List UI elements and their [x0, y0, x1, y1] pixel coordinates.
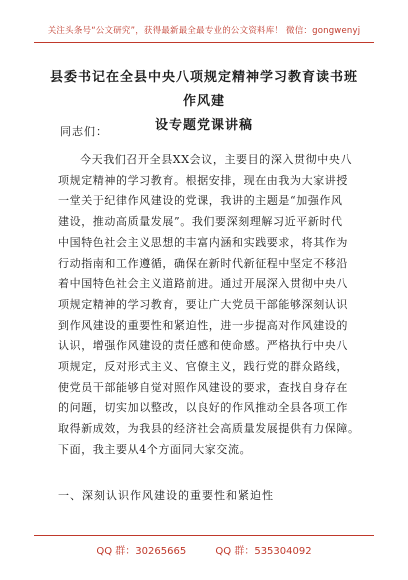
section-heading: 一、深刻认识作风建设的重要性和紧迫性	[58, 489, 274, 502]
paragraph-line: 建设，推动高质量发展”。我们要深刻理解习近平新时代	[58, 215, 343, 229]
paragraph-line: 行动指南和工作遵循，确保在新时代新征程中坚定不移沿	[58, 256, 348, 270]
paragraph-line: 项规定，反对形式主义、官僚主义，践行党的群众路线，	[58, 360, 348, 374]
body-paragraph	[58, 150, 362, 461]
salutation: 同志们：	[60, 125, 108, 138]
paragraph-line: 中国特色社会主义思想的丰富内涵和实践要求，将其作为	[58, 235, 348, 249]
paragraph-line: 的问题，切实加以整改，以良好的作风推动全县各项工作	[58, 401, 348, 415]
header-promo-note: 关注头条号“公文研究”，获得最新最全最专业的公文资料库！ 微信：gongwenyj	[47, 26, 361, 36]
paragraph-line: 项规定精神的学习教育。根据安排，现在由我为大家讲授	[58, 173, 348, 187]
paragraph-line: 使党员干部能够自觉对照作风建设的要求，查找自身存在	[58, 380, 348, 394]
footer-qq-group-1: QQ 群：30265665	[96, 546, 187, 557]
paragraph-line: 到作风建设的重要性和紧迫性，进一步提高对作风建设的	[58, 318, 348, 332]
paragraph-line: 一堂关于纪律作风建设的党课，我讲的主题是“加强作风	[58, 194, 343, 208]
header-divider	[34, 42, 374, 43]
paragraph-line: 今天我们召开全县XX会议，主要目的深入贯彻中央八	[80, 153, 353, 166]
title-line-1: 县委书记在全县中央八项规定精神学习教育读书班作风建	[49, 70, 358, 109]
paragraph-line: 下面，我主要从4个方面同大家交流。	[58, 442, 252, 456]
paragraph-line: 认识，增强作风建设的责任感和使命感。严格执行中央八	[58, 339, 348, 353]
paragraph-line: 项规定精神的学习教育，要让广大党员干部能够深刻认识	[58, 297, 348, 311]
title-line-2: 设专题党课讲稿	[154, 118, 253, 133]
footer-divider	[34, 535, 374, 536]
footer-qq-group-2: QQ 群：535304092	[215, 546, 312, 557]
paragraph-line: 取得新成效，为我县的经济社会高质量发展提供有力保障。	[58, 422, 360, 436]
footer-contact	[34, 542, 374, 557]
paragraph-line: 着中国特色社会主义道路前进。通过开展深入贯彻中央八	[58, 277, 348, 291]
